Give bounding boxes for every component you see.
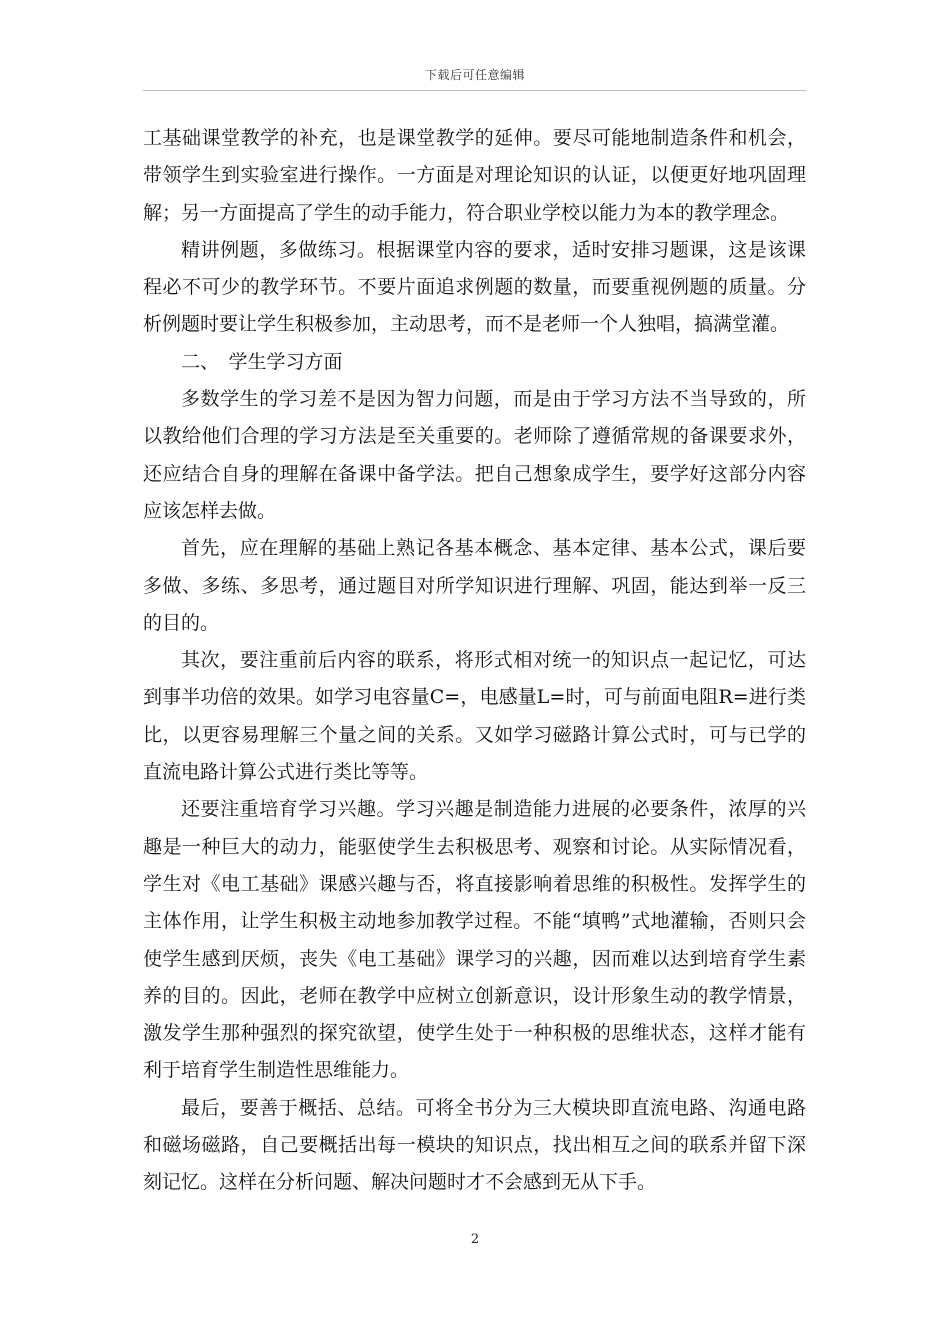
page-header: 下载后可任意编辑 — [424, 68, 525, 82]
paragraph-learning-methods: 多数学生的学习差不是因为智力问题，而是由于学习方法不当导致的，所以教给他们合理的学习方法是至关重要的。老师除了遵循常规的备课要求外，还应结合自身的理解在备课中备学法。把自己想象成学生，要学好这部分内容应该怎样去做。 — [143, 388, 806, 522]
paragraph-lab-practice: 工基础课堂教学的补充，也是课堂教学的延伸。要尽可能地制造条件和机会，带领学生到实验室进行操作。一方面是对理论知识的认证，以便更好地巩固理解；另一方面提高了学生的动手能力，符合职业学校以能力为本的教学理念。 — [143, 127, 806, 224]
paragraph-finally-summarize: 最后，要善于概括、总结。可将全书分为三大模块即直流电路、沟通电路和磁场磁路，自己要概括出每一模块的知识点，找出相互之间的联系并留下深刻记忆。这样在分析问题、解决问题时才不会感到无从下手。 — [143, 1096, 806, 1194]
paragraph-first-memorize: 首先，应在理解的基础上熟记各基本概念、基本定律、基本公式，课后要多做、多练、多思考，通过题目对所学知识进行理解、巩固，能达到举一反三的目的。 — [143, 537, 806, 634]
page-number: 2 — [470, 1232, 480, 1247]
section-heading-student-learning: 二、 学生学习方面 — [181, 350, 343, 373]
paragraph-learning-interest: 还要注重培育学习兴趣。学习兴趣是制造能力进展的必要条件，浓厚的兴趣是一种巨大的动力，能驱使学生去积极思考、观察和讨论。从实际情况看，学生对《电工基础》课感兴趣与否，将直接影响着思维的积极性。发挥学生的主体作用，让学生积极主动地参加教学过程。不能“填鸭”式地灌输，否则只会使学生感到厌烦，丧失《电工基础》课学习的兴趣，因而难以达到培育学生素养的目的。因此，老师在教学中应树立创新意识，设计形象生动的教学情景，激发学生那种强烈的探究欲望，使学生处于一种积极的思维状态，这样才能有利于培育学生制造性思维能力。 — [143, 798, 806, 1082]
header-divider — [143, 90, 806, 91]
paragraph-examples-practice: 精讲例题，多做练习。根据课堂内容的要求，适时安排习题课，这是该课程必不可少的教学环节。不要片面追求例题的数量，而要重视例题的质量。分析例题时要让学生积极参加，主动思考，而不是老师一个人独唱，搞满堂灌。 — [143, 238, 806, 336]
document-body — [143, 120, 806, 1202]
paragraph-second-connections: 其次，要注重前后内容的联系，将形式相对统一的知识点一起记忆，可达到事半功倍的效果。如学习电容量C=，电感量L=时，可与前面电阻R=进行类比，以更容易理解三个量之间的关系。又如学习磁路计算公式时，可与已学的直流电路计算公式进行类比等等。 — [143, 649, 806, 784]
